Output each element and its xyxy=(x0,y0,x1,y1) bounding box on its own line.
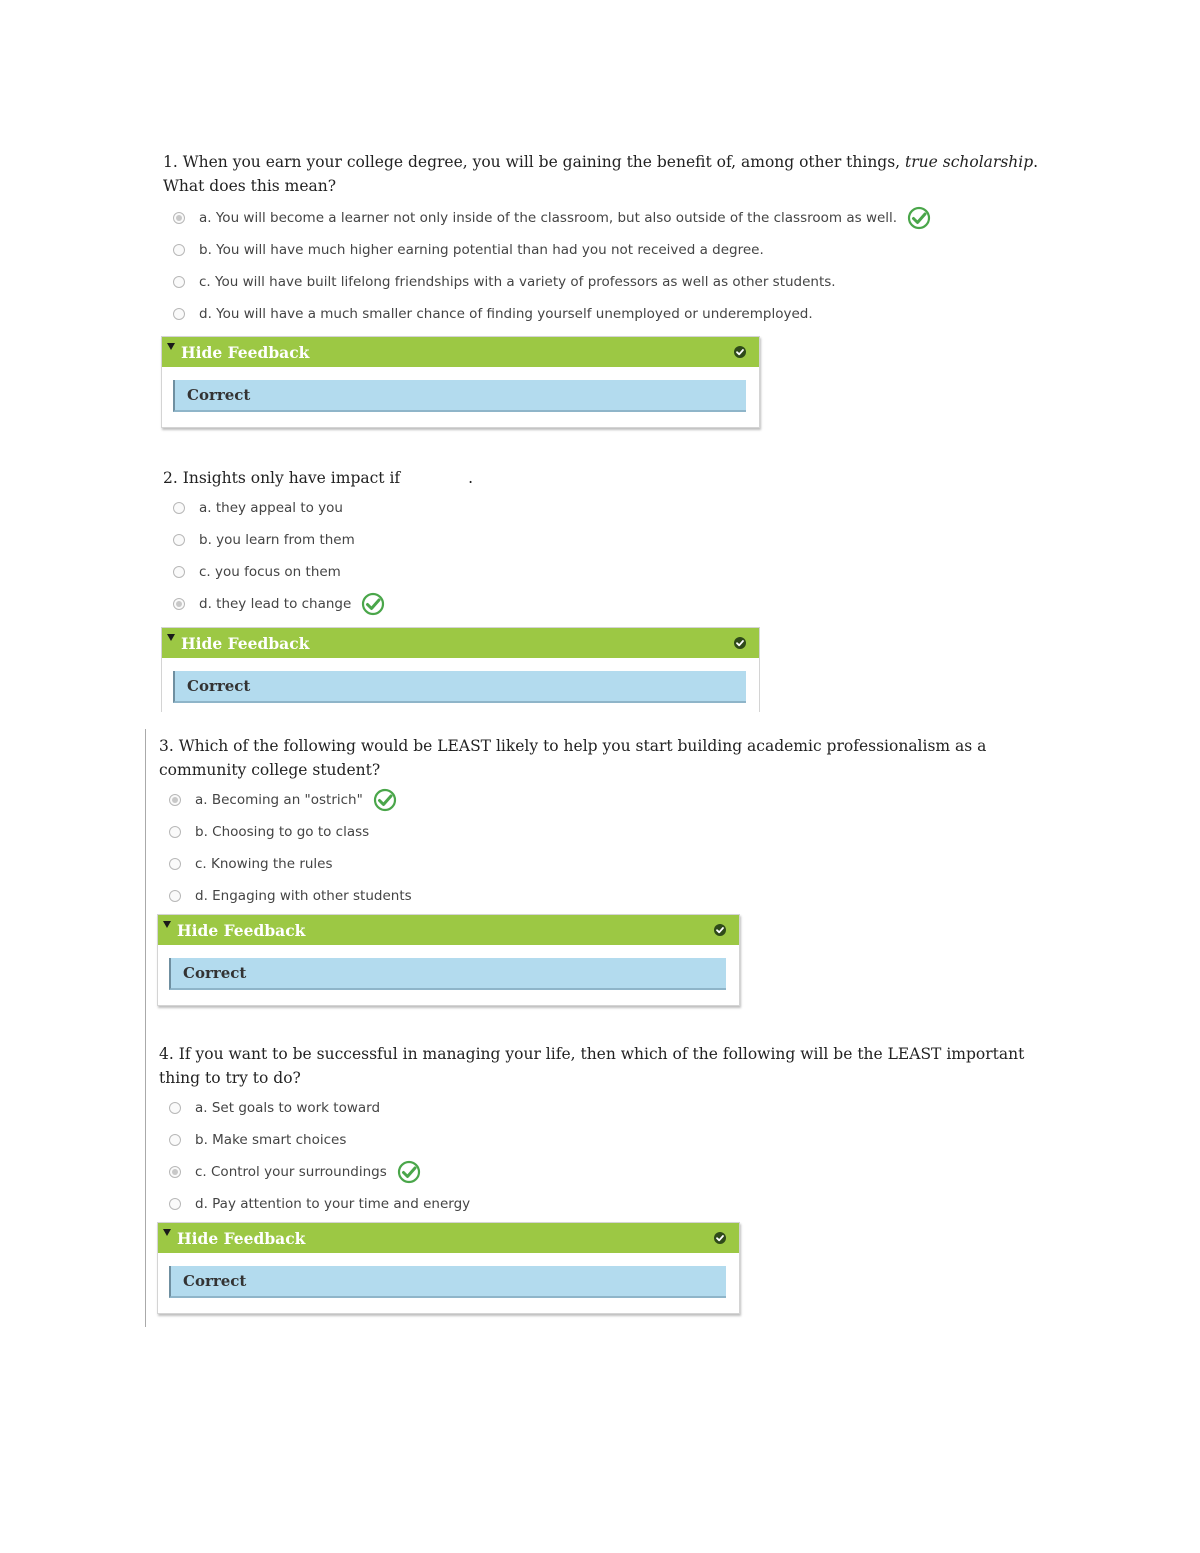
radio-button[interactable] xyxy=(173,276,185,288)
answer-label: a. You will become a learner not only inside of the classroom, but also outside of the classroom as well. xyxy=(199,210,898,226)
caret-down-icon xyxy=(163,921,171,928)
answer-label: d. Pay attention to your time and energy xyxy=(195,1196,471,1212)
feedback-toggle[interactable] xyxy=(158,915,739,945)
answer-label: b. Choosing to go to class xyxy=(195,824,370,840)
check-circle-icon xyxy=(397,1160,421,1184)
radio-button[interactable] xyxy=(169,826,181,838)
radio-button[interactable] xyxy=(169,890,181,902)
page-divider xyxy=(145,729,146,1327)
answer-option[interactable] xyxy=(163,202,1063,234)
answer-label: c. Knowing the rules xyxy=(195,856,333,872)
feedback-panel xyxy=(161,627,760,712)
question-4 xyxy=(159,1042,1059,1220)
answer-label: d. they lead to change xyxy=(199,596,352,612)
answer-option[interactable] xyxy=(159,848,1059,880)
caret-down-icon xyxy=(167,634,175,641)
radio-button[interactable] xyxy=(173,598,185,610)
caret-down-icon xyxy=(167,343,175,350)
answer-option[interactable] xyxy=(159,1188,1059,1220)
radio-button[interactable] xyxy=(173,212,185,224)
check-circle-icon xyxy=(361,592,385,616)
answer-option[interactable] xyxy=(163,298,1063,330)
answer-option[interactable] xyxy=(159,1124,1059,1156)
answer-label: a. Set goals to work toward xyxy=(195,1100,381,1116)
answer-option[interactable] xyxy=(163,266,1063,298)
answer-option[interactable] xyxy=(159,784,1059,816)
feedback-result: Correct xyxy=(173,380,746,412)
answer-option[interactable] xyxy=(163,524,1063,556)
answer-option[interactable] xyxy=(163,556,1063,588)
check-badge-icon xyxy=(713,1231,727,1245)
check-badge-icon xyxy=(733,345,747,359)
answer-option[interactable] xyxy=(159,880,1059,912)
feedback-result: Correct xyxy=(169,958,726,990)
answer-option[interactable] xyxy=(163,234,1063,266)
answer-label: d. Engaging with other students xyxy=(195,888,412,904)
radio-button[interactable] xyxy=(173,502,185,514)
answer-option[interactable] xyxy=(159,816,1059,848)
answer-option[interactable] xyxy=(163,492,1063,524)
question-text: 1. When you earn your college degree, you will be gaining the benefit of, among other things, true scholarship. What does this mean? xyxy=(163,153,1039,195)
answer-label: a. they appeal to you xyxy=(199,500,343,516)
feedback-toggle-label: Hide Feedback xyxy=(177,920,306,940)
radio-button[interactable] xyxy=(169,1166,181,1178)
feedback-result: Correct xyxy=(173,671,746,703)
question-emphasis: true scholarship xyxy=(905,153,1034,171)
answer-label: b. You will have much higher earning potential than had you not received a degree. xyxy=(199,242,764,258)
check-badge-icon xyxy=(733,636,747,650)
answer-option[interactable] xyxy=(159,1092,1059,1124)
answer-label: c. Control your surroundings xyxy=(195,1164,387,1180)
question-text: 2. Insights only have impact if . xyxy=(163,469,474,487)
answer-option[interactable] xyxy=(159,1156,1059,1188)
feedback-toggle[interactable] xyxy=(162,337,759,367)
question-3 xyxy=(159,734,1059,912)
feedback-toggle-label: Hide Feedback xyxy=(181,633,310,653)
radio-button[interactable] xyxy=(173,566,185,578)
feedback-result: Correct xyxy=(169,1266,726,1298)
feedback-toggle[interactable] xyxy=(158,1223,739,1253)
radio-button[interactable] xyxy=(173,534,185,546)
answer-label: c. You will have built lifelong friendships with a variety of professors as well as other students. xyxy=(199,274,836,290)
radio-button[interactable] xyxy=(169,1134,181,1146)
feedback-toggle[interactable] xyxy=(162,628,759,658)
feedback-toggle-label: Hide Feedback xyxy=(177,1228,306,1248)
feedback-toggle-label: Hide Feedback xyxy=(181,342,310,362)
radio-button[interactable] xyxy=(169,1102,181,1114)
answer-label: d. You will have a much smaller chance of finding yourself unemployed or underemployed. xyxy=(199,306,813,322)
answer-label: c. you focus on them xyxy=(199,564,341,580)
radio-button[interactable] xyxy=(169,1198,181,1210)
answer-label: b. Make smart choices xyxy=(195,1132,347,1148)
radio-button[interactable] xyxy=(173,244,185,256)
caret-down-icon xyxy=(163,1229,171,1236)
feedback-panel xyxy=(161,336,760,428)
check-badge-icon xyxy=(713,923,727,937)
check-circle-icon xyxy=(907,206,931,230)
radio-button[interactable] xyxy=(169,858,181,870)
radio-button[interactable] xyxy=(173,308,185,320)
answer-label: a. Becoming an "ostrich" xyxy=(195,792,363,808)
answer-option[interactable] xyxy=(163,588,1063,620)
question-2 xyxy=(163,466,1063,620)
question-text: 4. If you want to be successful in managing your life, then which of the following will be the LEAST important thing to try to do? xyxy=(159,1045,1025,1087)
answer-label: b. you learn from them xyxy=(199,532,355,548)
check-circle-icon xyxy=(373,788,397,812)
radio-button[interactable] xyxy=(169,794,181,806)
question-text: 3. Which of the following would be LEAST likely to help you start building academic professionalism as a community college student? xyxy=(159,737,987,779)
feedback-panel xyxy=(157,914,740,1006)
feedback-panel xyxy=(157,1222,740,1314)
question-1 xyxy=(163,150,1063,330)
